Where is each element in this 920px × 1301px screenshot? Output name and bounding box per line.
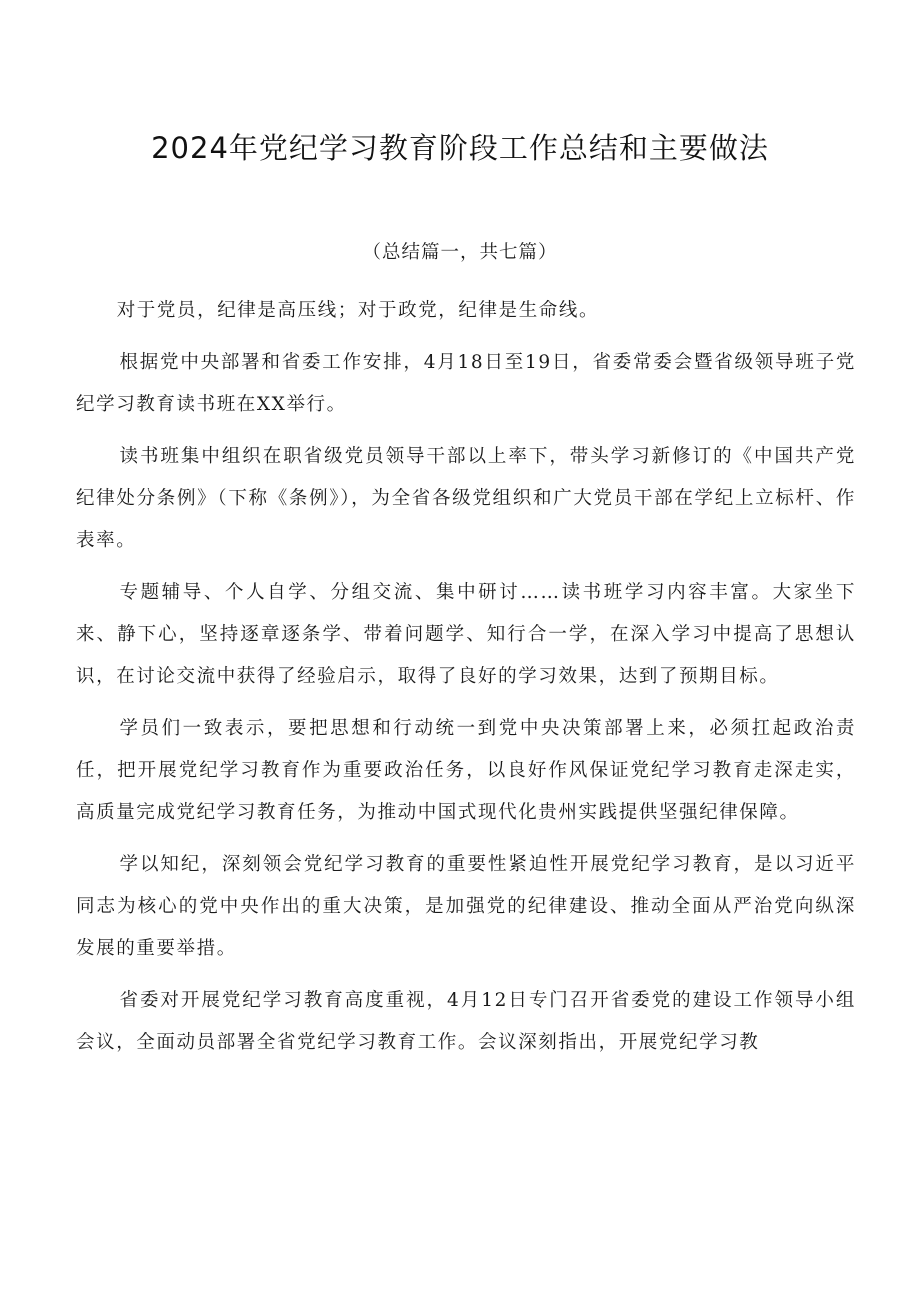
document-subtitle: （总结篇一，共七篇）	[362, 242, 558, 263]
paragraph-5: 学员们一致表示，要把思想和行动统一到党中央决策部署上来，必须扛起政治责任，把开展党纪学习教育作为重要政治任务，以良好作风保证党纪学习教育走深走实，高质量完成党纪学习教育任务，为推动中国式现代化贵州实践提供坚强纪律保障。	[76, 718, 856, 823]
paragraph-1: 对于党员，纪律是高压线；对于政党，纪律是生命线。	[116, 300, 600, 321]
paragraph-6: 学以知纪，深刻领会党纪学习教育的重要性紧迫性开展党纪学习教育，是以习近平同志为核心的党中央作出的重大决策，是加强党的纪律建设、推动全面从严治党向纵深发展的重要举措。	[76, 854, 856, 959]
document-body	[76, 290, 856, 1074]
document-title: 2024年党纪学习教育阶段工作总结和主要做法	[151, 131, 769, 165]
paragraph-7: 省委对开展党纪学习教育高度重视，4月12日专门召开省委党的建设工作领导小组会议，全面动员部署全省党纪学习教育工作。会议深刻指出，开展党纪学习教	[76, 990, 856, 1053]
paragraph-4: 专题辅导、个人自学、分组交流、集中研讨……读书班学习内容丰富。大家坐下来、静下心，坚持逐章逐条学、带着问题学、知行合一学，在深入学习中提高了思想认识，在讨论交流中获得了经验启示，取得了良好的学习效果，达到了预期目标。	[76, 582, 856, 687]
paragraph-3: 读书班集中组织在职省级党员领导干部以上率下，带头学习新修订的《中国共产党纪律处分条例》（下称《条例》），为全省各级党组织和广大党员干部在学纪上立标杆、作表率。	[76, 446, 856, 551]
paragraph-2: 根据党中央部署和省委工作安排，4月18日至19日，省委常委会暨省级领导班子党纪学习教育读书班在XX举行。	[76, 352, 856, 415]
